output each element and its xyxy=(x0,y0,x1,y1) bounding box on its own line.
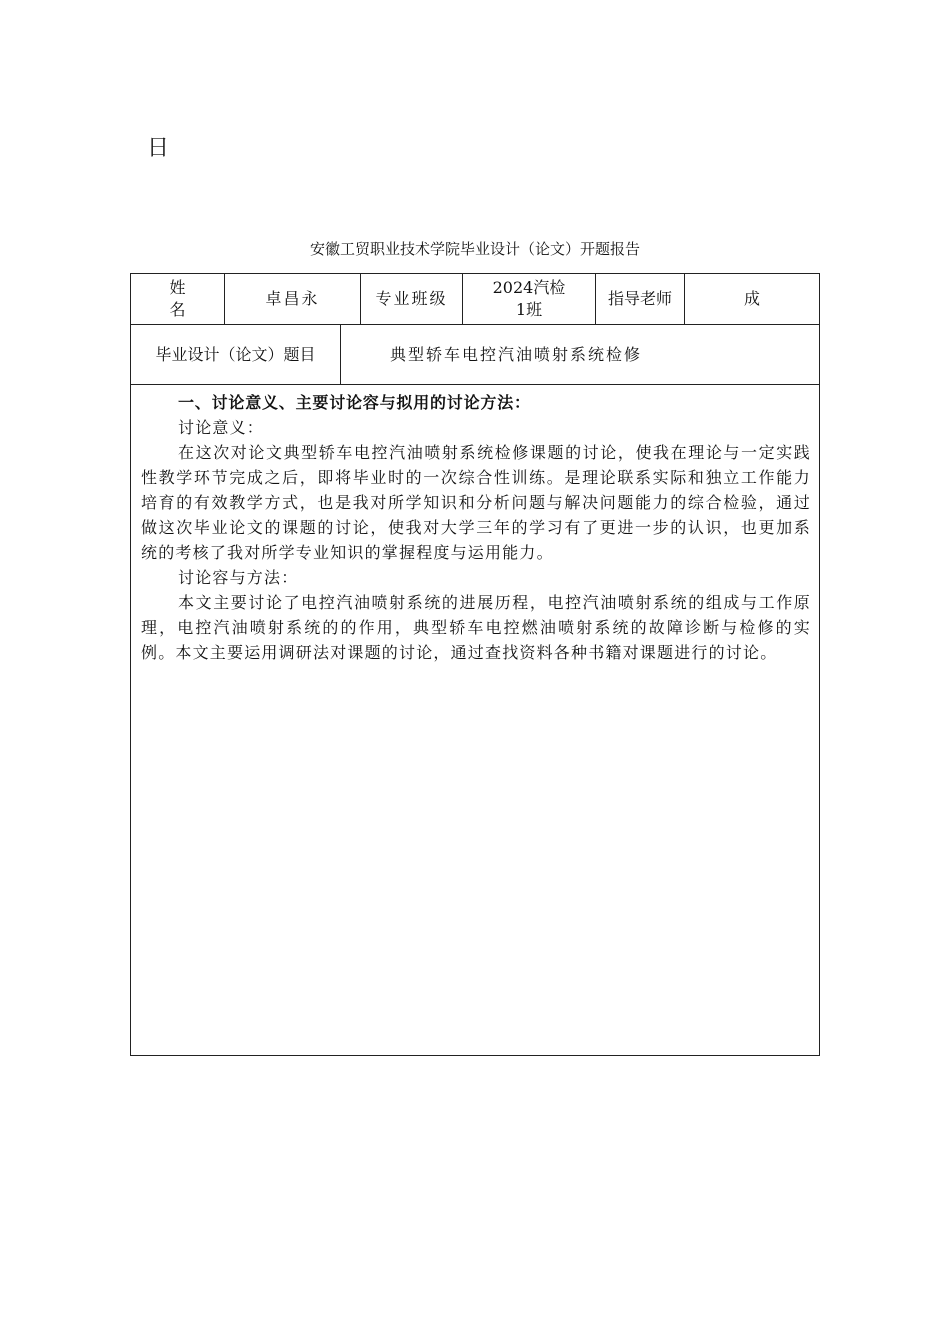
name-value: 卓昌永 xyxy=(265,289,320,308)
class-value: 2024汽检1班 xyxy=(492,278,566,319)
topic-label: 毕业设计（论文）题目 xyxy=(155,344,316,364)
name-label: 姓 名 xyxy=(169,278,206,319)
document-title: 安徽工贸职业技术学院毕业设计（论文）开题报告 xyxy=(309,240,640,258)
topic-value: 典型轿车电控汽油喷射系统检修 xyxy=(389,344,642,364)
paragraph-content-method: 本文主要讨论了电控汽油喷射系统的进展历程，电控汽油喷射系统的组成与工作原理，电控汽油喷射系统的的作用，典型轿车电控燃油喷射系统的故障诊断与检修的实例。本文主要运用调研法对课题的讨论，通过查找资料各种书籍对课题进行的讨论。 xyxy=(141,593,811,662)
subheading-content-method: 讨论容与方法： xyxy=(178,568,299,587)
row-divider xyxy=(131,384,819,385)
advisor-value: 成 xyxy=(743,289,760,308)
header-date-char: 日 xyxy=(147,136,170,161)
advisor-label: 指导老师 xyxy=(608,289,673,308)
subheading-significance: 讨论意义： xyxy=(178,418,265,437)
paragraph-significance: 在这次对论文典型轿车电控汽油喷射系统检修课题的讨论，使我在理论与一定实践性教学环节完成之后，即将毕业时的一次综合性训练。是理论联系实际和独立工作能力培育的有效教学方式，也是我对所学知识和分析问题与解决问题能力的综合检验，通过做这次毕业论文的课题的讨论，使我对大学三年的学习有了更进一步的认识，也更加系统的考核了我对所学专业知识的掌握程度与运用能力。 xyxy=(141,443,811,562)
section-heading: 一、讨论意义、主要讨论容与拟用的讨论方法： xyxy=(178,393,531,412)
section-body xyxy=(141,390,811,665)
report-table xyxy=(130,273,820,1056)
class-label: 专业班级 xyxy=(375,289,448,308)
